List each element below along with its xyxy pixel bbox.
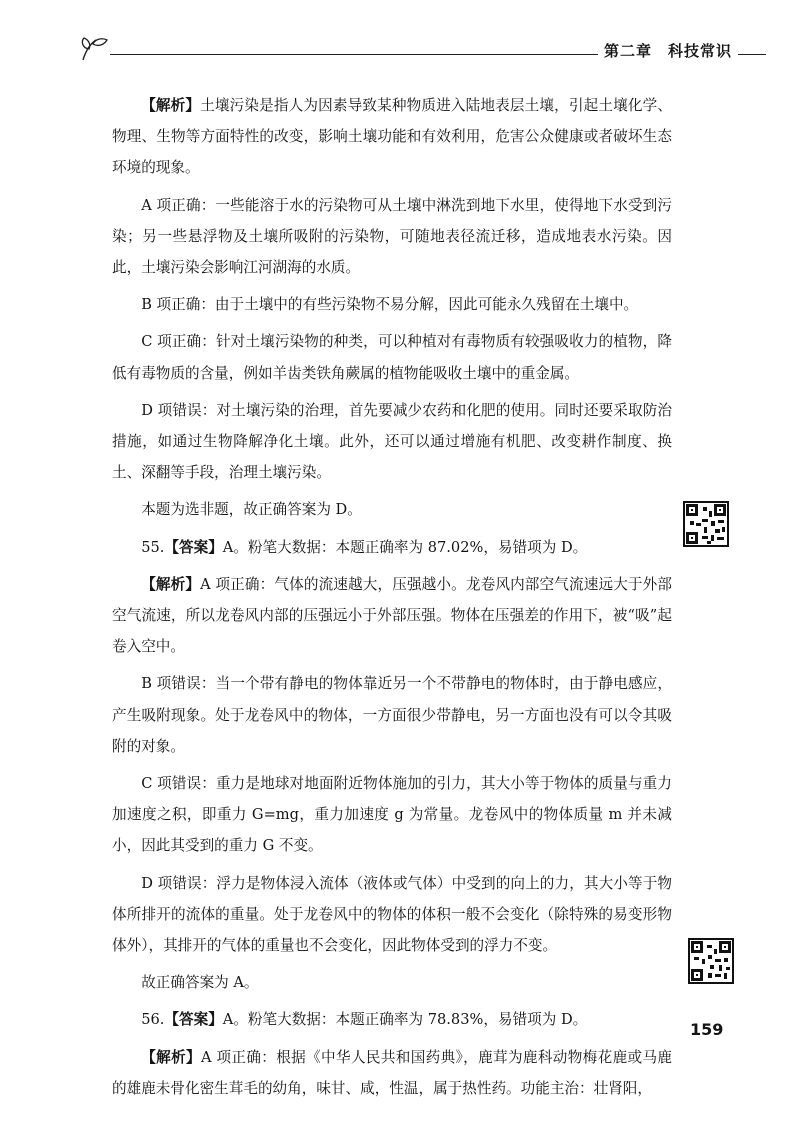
header-rule-right bbox=[735, 54, 766, 55]
answer-explanations bbox=[112, 90, 672, 1110]
answer-tag: 【答案】 bbox=[164, 538, 223, 556]
paragraph bbox=[112, 494, 672, 525]
page-number: 159 bbox=[690, 1020, 724, 1039]
answer-text: A。粉笔大数据：本题正确率为 78.83%，易错项为 D。 bbox=[222, 1011, 588, 1029]
paragraph-text: 故正确答案为 A。 bbox=[141, 974, 259, 992]
analysis-tag: 【解析】 bbox=[141, 1048, 201, 1066]
paragraph bbox=[112, 326, 672, 388]
paragraph bbox=[112, 768, 672, 862]
paragraph bbox=[112, 868, 672, 962]
paragraph-text: D 项错误：浮力是物体浸入流体（液体或气体）中受到的向上的力，其大小等于物体所排开的流体的重量。处于龙卷风中的物体的体积一般不会变化（除特殊的易变形物体外），其排开的气体的重量也不会变化，因此物体受到的浮力不变。 bbox=[112, 874, 672, 955]
qr-code-icon[interactable] bbox=[688, 938, 734, 984]
answer-line-55 bbox=[112, 532, 672, 563]
paragraph-text: 土壤污染是指人为因素导致某种物质进入陆地表层土壤，引起土壤化学、物理、生物等方面特性的改变，影响土壤功能和有效利用，危害公众健康或者破坏生态环境的现象。 bbox=[112, 97, 672, 177]
qr-code-icon[interactable] bbox=[683, 501, 729, 547]
paragraph bbox=[112, 289, 672, 320]
paragraph-text: D 项错误：对土壤污染的治理，首先要减少农药和化肥的使用。同时还要采取防治措施，如通过生物降解净化土壤。此外，还可以通过增施有机肥、改变耕作制度、换土、深翻等手段，治理土壤污染。 bbox=[112, 401, 672, 482]
paragraph bbox=[112, 569, 672, 663]
header-rule bbox=[110, 54, 668, 55]
paragraph-text: A 项正确：根据《中华人民共和国药典》，鹿茸为鹿科动物梅花鹿或马鹿的雄鹿未骨化密生茸毛的幼角，味甘、咸，性温，属于热性药。功能主治：壮肾阳， bbox=[112, 1048, 672, 1097]
paragraph bbox=[112, 967, 672, 998]
answer-text: A。粉笔大数据：本题正确率为 87.02%，易错项为 D。 bbox=[222, 538, 588, 556]
paragraph-text: B 项正确：由于土壤中的有些污染物不易分解，因此可能永久残留在土壤中。 bbox=[141, 296, 639, 314]
paragraph-text: B 项错误：当一个带有静电的物体靠近另一个不带静电的物体时，由于静电感应，产生吸附现象。处于龙卷风中的物体，一方面很少带静电，另一方面也没有可以令其吸附的对象。 bbox=[112, 675, 672, 755]
paragraph-text: A 项正确：一些能溶于水的污染物可从土壤中淋洗到地下水里，使得地下水受到污染；另一些悬浮物及土壤所吸附的污染物，可随地表径流迁移，造成地表水污染。因此，土壤污染会影响江河湖海的水质。 bbox=[112, 196, 672, 277]
analysis-tag: 【解析】 bbox=[141, 575, 201, 593]
paragraph-text: C 项错误：重力是地球对地面附近物体施加的引力，其大小等于物体的质量与重力加速度之积，即重力 G=mg，重力加速度 g 为常量。龙卷风中的物体质量 m 并未减小，因此其受到的重力 G 不变。 bbox=[112, 775, 672, 855]
page-header bbox=[80, 34, 766, 66]
answer-line-56 bbox=[112, 1004, 672, 1035]
paragraph-text: C 项正确：针对土壤污染物的种类，可以种植对有毒物质有较强吸收力的植物，降低有毒物质的含量，例如羊齿类铁角蕨属的植物能吸收土壤中的重金属。 bbox=[112, 333, 672, 382]
paragraph bbox=[112, 190, 672, 284]
question-number: 56. bbox=[141, 1011, 165, 1029]
analysis-tag: 【解析】 bbox=[141, 97, 201, 114]
paragraph bbox=[112, 395, 672, 489]
answer-tag: 【答案】 bbox=[164, 1011, 223, 1029]
question-number: 55. bbox=[141, 538, 165, 556]
paragraph bbox=[112, 1042, 672, 1104]
paragraph bbox=[112, 668, 672, 762]
chapter-title: 第二章 科技常识 bbox=[598, 40, 738, 61]
leaf-icon bbox=[80, 36, 110, 62]
paragraph bbox=[112, 90, 672, 184]
paragraph-text: 本题为选非题，故正确答案为 D。 bbox=[141, 501, 362, 519]
paragraph-text: A 项正确：气体的流速越大，压强越小。龙卷风内部空气流速远大于外部空气流速，所以龙卷风内部的压强远小于外部压强。物体在压强差的作用下，被“吸”起卷入空中。 bbox=[112, 575, 672, 656]
